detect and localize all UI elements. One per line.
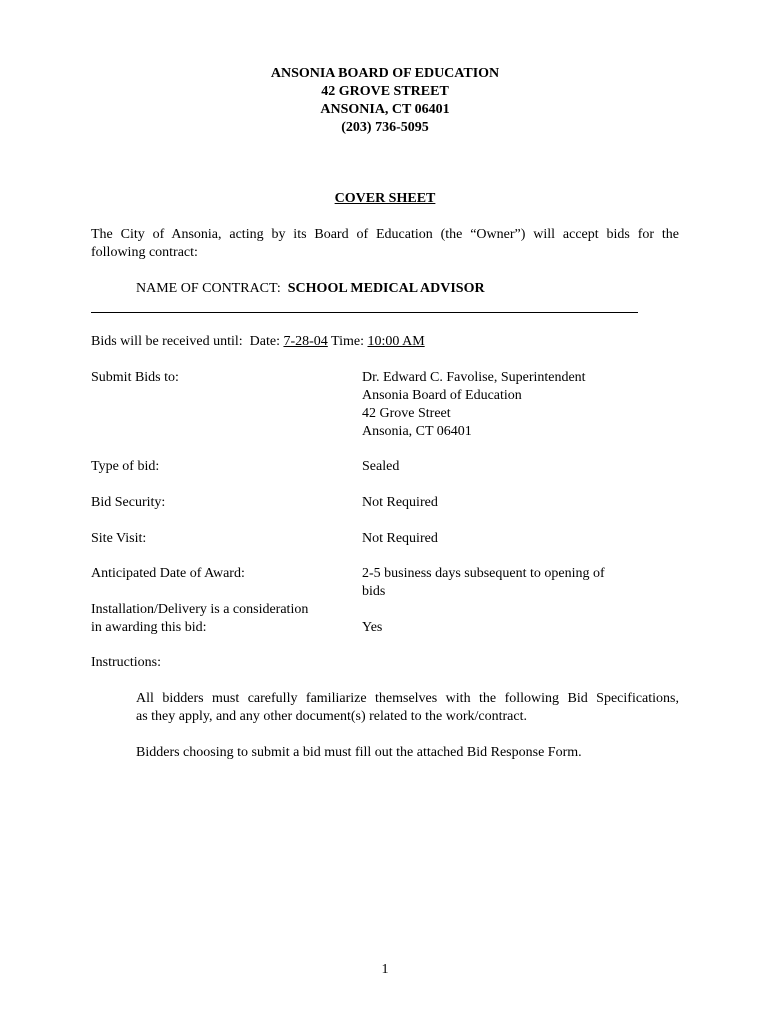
- divider-line: [91, 312, 638, 313]
- bids-received-date: 7-28-04: [283, 334, 328, 349]
- instructions-para1-line-1: All bidders must carefully familiarize themselves with the following Bid Specifications,: [136, 691, 679, 706]
- contract-label: NAME OF CONTRACT:: [136, 281, 281, 296]
- bids-received-row: [91, 334, 425, 350]
- install-value: Yes: [362, 620, 383, 635]
- submit-line-2: Ansonia Board of Education: [362, 388, 522, 403]
- security-label: Bid Security:: [91, 495, 166, 510]
- type-label: Type of bid:: [91, 459, 160, 474]
- award-value-line-2: bids: [362, 584, 386, 599]
- intro-line-2: following contract:: [91, 245, 198, 260]
- header-org: ANSONIA BOARD OF EDUCATION: [270, 66, 500, 81]
- type-value: Sealed: [362, 459, 400, 474]
- header-city: ANSONIA, CT 06401: [320, 102, 450, 117]
- site-label: Site Visit:: [91, 531, 147, 546]
- bids-received-time-label: Time:: [327, 334, 368, 349]
- award-label: Anticipated Date of Award:: [91, 566, 245, 581]
- header-phone: (203) 736-5095: [341, 120, 429, 135]
- page-title: COVER SHEET: [334, 191, 436, 206]
- security-value: Not Required: [362, 495, 438, 510]
- instructions-label: Instructions:: [91, 655, 161, 670]
- contract-value: SCHOOL MEDICAL ADVISOR: [287, 281, 485, 296]
- instructions-para2: Bidders choosing to submit a bid must fill out the attached Bid Response Form.: [136, 745, 582, 760]
- submit-line-1: Dr. Edward C. Favolise, Superintendent: [362, 370, 586, 385]
- submit-line-4: Ansonia, CT 06401: [362, 424, 472, 439]
- site-value: Not Required: [362, 531, 438, 546]
- instructions-para1-line-2: as they apply, and any other document(s) related to the work/contract.: [136, 709, 527, 724]
- intro-line-1: The City of Ansonia, acting by its Board of Education (the “Owner”) will accept bids for the: [91, 227, 679, 242]
- submit-line-3: 42 Grove Street: [362, 406, 451, 421]
- install-label-line-1: Installation/Delivery is a consideration: [91, 602, 309, 617]
- submit-label: Submit Bids to:: [91, 370, 179, 385]
- bids-received-prefix: Bids will be received until: Date:: [91, 334, 284, 349]
- contract-row: [136, 281, 485, 297]
- award-value-line-1: 2-5 business days subsequent to opening of: [362, 566, 605, 581]
- bids-received-time: 10:00 AM: [367, 334, 425, 349]
- header-street: 42 GROVE STREET: [321, 84, 449, 99]
- install-label-line-2: in awarding this bid:: [91, 620, 207, 635]
- page-number: 1: [381, 962, 389, 977]
